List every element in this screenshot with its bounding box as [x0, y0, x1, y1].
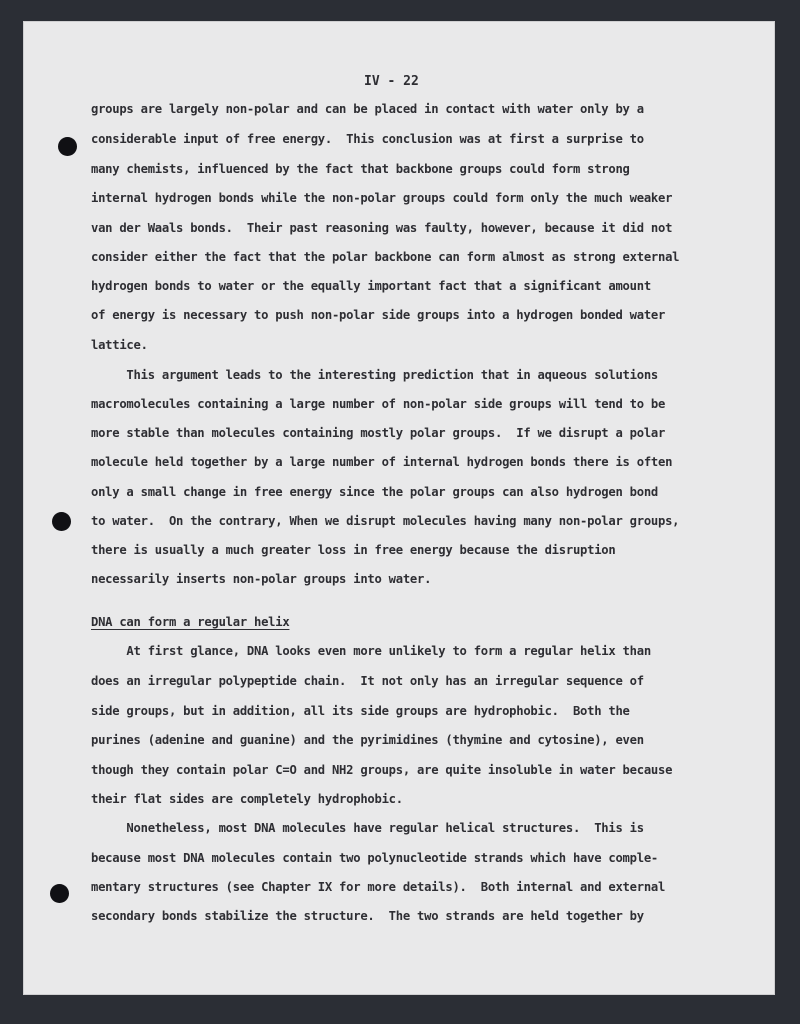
text-line: At first glance, DNA looks even more unlikely to form a regular helix than [91, 644, 651, 658]
text-line: there is usually a much greater loss in free energy because the disruption [91, 543, 616, 557]
text-line: only a small change in free energy since the polar groups can also hydrogen bond [91, 485, 658, 499]
text-line: because most DNA molecules contain two polynucleotide strands which have comple- [91, 851, 658, 865]
text-line: consider either the fact that the polar backbone can form almost as strong external [91, 250, 680, 264]
text-line: molecule held together by a large number of internal hydrogen bonds there is often [91, 455, 673, 469]
text-line: lattice. [91, 338, 148, 352]
text-line: hydrogen bonds to water or the equally important fact that a significant amount [91, 279, 651, 293]
text-line: internal hydrogen bonds while the non-polar groups could form only the much weaker [91, 191, 673, 205]
text-line: purines (adenine and guanine) and the pyrimidines (thymine and cytosine), even [91, 733, 644, 747]
text-line: though they contain polar C=O and NH2 groups, are quite insoluble in water because [91, 763, 673, 777]
text-line: groups are largely non-polar and can be placed in contact with water only by a [91, 102, 644, 116]
text-line: their flat sides are completely hydrophobic. [91, 792, 403, 806]
text-line: van der Waals bonds. Their past reasoning was faulty, however, because it did not [91, 221, 673, 235]
text-line: macromolecules containing a large number of non-polar side groups will tend to be [91, 397, 666, 411]
punch-hole-middle [52, 512, 71, 531]
text-line: necessarily inserts non-polar groups into water. [91, 572, 432, 586]
text-line: does an irregular polypeptide chain. It not only has an irregular sequence of [91, 674, 644, 688]
text-line: many chemists, influenced by the fact that backbone groups could form strong [91, 162, 630, 176]
text-line: Nonetheless, most DNA molecules have regular helical structures. This is [91, 821, 644, 835]
text-line: This argument leads to the interesting prediction that in aqueous solutions [91, 368, 658, 382]
text-line: more stable than molecules containing mostly polar groups. If we disrupt a polar [91, 426, 666, 440]
punch-hole-bottom [50, 884, 69, 903]
text-line: mentary structures (see Chapter IX for more details). Both internal and external [91, 880, 666, 894]
text-line: considerable input of free energy. This conclusion was at first a surprise to [91, 132, 644, 146]
text-line: secondary bonds stabilize the structure. The two strands are held together by [91, 909, 644, 923]
text-line: of energy is necessary to push non-polar side groups into a hydrogen bonded water [91, 308, 666, 322]
section-heading: DNA can form a regular helix [91, 615, 290, 629]
page-number: IV - 22 [364, 74, 419, 89]
punch-hole-top [58, 137, 77, 156]
text-line: side groups, but in addition, all its side groups are hydrophobic. Both the [91, 704, 630, 718]
text-line: to water. On the contrary, When we disrupt molecules having many non-polar groups, [91, 514, 680, 528]
typed-page [24, 22, 774, 994]
